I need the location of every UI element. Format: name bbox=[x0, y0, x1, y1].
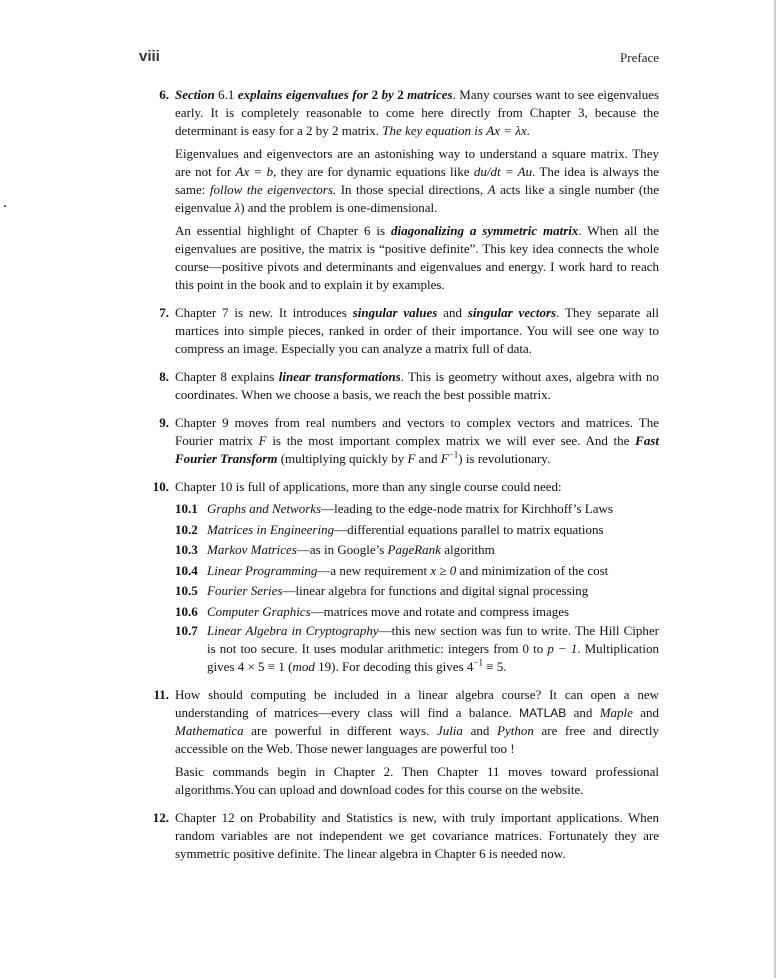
text-run: Mathematica bbox=[175, 723, 244, 738]
text-run: . The idea is always the same: bbox=[175, 164, 660, 197]
text-run: linear transformations bbox=[278, 369, 401, 384]
text-run: . bbox=[503, 659, 507, 674]
list-item-10 bbox=[139, 478, 659, 676]
text-run: In those special directions, bbox=[340, 182, 484, 197]
paragraph bbox=[175, 145, 659, 217]
sublist-item bbox=[175, 540, 659, 561]
math: 4 × 5 ≡ 1 bbox=[237, 659, 285, 674]
math: p − 1 bbox=[547, 641, 578, 656]
sublist-item bbox=[175, 520, 659, 541]
sublist-item bbox=[175, 561, 659, 582]
math: F bbox=[440, 451, 449, 466]
text-run: and bbox=[573, 705, 593, 720]
sub-title: Computer Graphics bbox=[207, 603, 311, 619]
sub-number: 10.2 bbox=[175, 521, 198, 537]
item-number: 11. bbox=[153, 687, 169, 702]
paragraph: Chapter 10 is full of applications, more than any single course could need: bbox=[175, 479, 562, 494]
text-run: and bbox=[470, 723, 490, 738]
text-run: —as in Google’s bbox=[296, 542, 385, 557]
math-superscript: −1 bbox=[448, 449, 459, 460]
sublist-item bbox=[175, 602, 659, 623]
text-run: Julia bbox=[436, 723, 463, 738]
math: Ax = λx bbox=[486, 123, 527, 138]
paragraph bbox=[175, 686, 659, 758]
sub-title: Markov Matrices bbox=[207, 542, 297, 557]
list-item-9 bbox=[139, 414, 659, 468]
sub-title: Graphs and Networks bbox=[207, 501, 322, 516]
list-item-12 bbox=[139, 809, 659, 863]
sublist-item bbox=[175, 499, 659, 520]
text-run: Fast Fourier Transform bbox=[175, 433, 659, 466]
sub-number: 10.4 bbox=[175, 562, 198, 578]
text-run: and bbox=[443, 305, 462, 320]
list-item-8 bbox=[139, 368, 659, 404]
text-run: diagonalizing a symmetric matrix bbox=[390, 223, 579, 238]
text-run: follow the eigenvectors. bbox=[209, 182, 337, 197]
text-run: are powerful in different ways. bbox=[251, 723, 430, 738]
text-run: . Many courses want to see eigenvalues early. It is completely reasonable to come here directly from Chapter 3, because the determinant is easy for a 2 by 2 matrix. bbox=[175, 87, 660, 138]
text-run: and bbox=[418, 451, 438, 466]
sublist-item bbox=[175, 581, 659, 602]
text-run: Maple bbox=[599, 705, 633, 720]
text-run: algorithm bbox=[444, 542, 495, 557]
sublist-item bbox=[175, 622, 659, 676]
text-run: Python bbox=[497, 723, 534, 738]
item-number: 9. bbox=[159, 415, 169, 430]
text-run: 2 bbox=[371, 87, 379, 102]
math: A bbox=[487, 182, 496, 197]
math: x ≥ 0 bbox=[430, 562, 457, 578]
page-edge-shadow bbox=[774, 0, 776, 978]
text-run: How should computing be included in a linear algebra course? It can open a new understanding of matrices—every class will find a balance. bbox=[175, 687, 659, 720]
text-run: The key equation is bbox=[382, 123, 483, 138]
text-run: . They separate all martices into simple pieces, ranked in order of their importance. You will see one way to compress an image. Especially you can analyze a matrix full of data. bbox=[175, 305, 660, 356]
text-run: Chapter 7 is new. It introduces bbox=[175, 305, 347, 320]
math: λ bbox=[234, 200, 241, 215]
sub-title: Linear Programming bbox=[207, 562, 318, 578]
text-run: , they are for dynamic equations like bbox=[273, 164, 470, 179]
item-number: 8. bbox=[159, 369, 169, 384]
text-run: ( bbox=[288, 659, 293, 674]
text-run: Section bbox=[175, 87, 215, 102]
text-run: 2 bbox=[397, 87, 404, 102]
text-run: An essential highlight of Chapter 6 is bbox=[175, 223, 386, 238]
math: F bbox=[407, 451, 416, 466]
text-run: is the most important complex matrix we will ever see. And the bbox=[272, 433, 630, 448]
paragraph: Basic commands begin in Chapter 2. Then Chapter 11 moves toward professional algorithms.You can upload and download codes for this course on the website. bbox=[175, 764, 659, 797]
text-run: matrices bbox=[407, 87, 453, 102]
text-run: PageRank bbox=[387, 542, 441, 557]
paragraph bbox=[175, 414, 659, 468]
sub-number: 10.3 bbox=[175, 542, 198, 557]
text-run: ) is revolutionary. bbox=[458, 451, 551, 466]
text-run: acts like a single number (the eigenvalue bbox=[175, 182, 660, 215]
sub-title: Matrices in Engineering bbox=[207, 521, 335, 537]
text-run: . bbox=[526, 123, 530, 138]
text-run: Eigenvalues and eigenvectors are an astonishing way to understand a square matrix. They are not for bbox=[175, 146, 659, 179]
item-number: 10. bbox=[152, 479, 169, 494]
text-run: Chapter 9 moves from real numbers and vectors to complex vectors and matrices. The Fourier matrix bbox=[175, 415, 659, 448]
text-run: . This is geometry without axes, algebra with no coordinates. When we choose a basis, we reach the best possible matrix. bbox=[175, 369, 659, 402]
paragraph: Chapter 12 on Probability and Statistics is new, with truly important applications. When random variables are not independent we get covariance matrices. Fortunately they are symmetric positive definite. The linear algebra in Chapter 6 is needed now. bbox=[175, 810, 659, 861]
text-run: and minimization of the cost bbox=[459, 562, 609, 578]
paragraph bbox=[175, 86, 659, 140]
math: 4 bbox=[466, 659, 474, 674]
item-number: 7. bbox=[159, 305, 169, 320]
text-run: —linear algebra for functions and digital signal processing bbox=[282, 583, 589, 598]
math: Ax = b bbox=[235, 164, 274, 179]
preface-list bbox=[139, 86, 659, 863]
item-number: 12. bbox=[152, 810, 169, 825]
sublist bbox=[175, 499, 659, 676]
math: du/dt = Au bbox=[473, 164, 533, 179]
text-run: singular vectors bbox=[467, 305, 557, 320]
text-run: 19). For decoding this gives bbox=[318, 659, 464, 674]
text-run: MATLAB bbox=[519, 706, 567, 720]
sub-number: 10.6 bbox=[175, 603, 198, 619]
sub-number: 10.7 bbox=[175, 623, 198, 638]
math-superscript: −1 bbox=[473, 657, 483, 668]
math: ≡ 5 bbox=[486, 659, 504, 674]
list-item-6 bbox=[139, 86, 659, 294]
text-run: . When all the eigenvalues are positive, the matrix is “positive definite”. This key idea connects the whole course—positive pivots and determinants and eigenvalues and energy. I work hard to reach this point in the book and to explain it by examples. bbox=[175, 223, 659, 292]
page-header bbox=[139, 48, 659, 70]
math: mod bbox=[292, 659, 315, 674]
text-run: —a new requirement bbox=[317, 562, 428, 578]
text-run: . Multiplication gives bbox=[207, 641, 659, 674]
text-run: 6.1 bbox=[218, 87, 235, 102]
paragraph bbox=[175, 222, 659, 294]
text-run: by bbox=[381, 87, 394, 102]
sub-number: 10.1 bbox=[175, 501, 198, 516]
sub-title: Linear Algebra in Cryptography bbox=[207, 623, 379, 638]
text-run: singular values bbox=[352, 305, 438, 320]
paragraph bbox=[175, 304, 659, 358]
sub-title: Fourier Series bbox=[207, 583, 283, 598]
text-run: —differential equations parallel to matrix equations bbox=[334, 521, 604, 537]
scan-speck bbox=[4, 205, 6, 207]
running-head: Preface bbox=[620, 50, 659, 65]
text-run: (multiplying quickly by bbox=[280, 451, 405, 466]
list-item-7 bbox=[139, 304, 659, 358]
list-item-11 bbox=[139, 686, 659, 799]
text-run: —this new section was fun to write. The Hill Cipher is not too secure. It uses modular arithmetic: integers from 0 to bbox=[207, 623, 660, 656]
paragraph bbox=[175, 368, 659, 404]
text-run: and bbox=[640, 705, 660, 720]
text-run: ) and the problem is one-dimensional. bbox=[240, 200, 438, 215]
text-run: —matrices move and rotate and compress images bbox=[310, 603, 570, 619]
page-number: viii bbox=[139, 48, 160, 65]
sub-number: 10.5 bbox=[175, 583, 198, 598]
text-run: explains eigenvalues for bbox=[237, 87, 369, 102]
text-run: —leading to the edge-node matrix for Kirchhoff’s Laws bbox=[321, 501, 613, 516]
text-run: are free and directly accessible on the Web. Those newer languages are powerful too ! bbox=[175, 723, 660, 756]
math: F bbox=[258, 433, 267, 448]
item-number: 6. bbox=[159, 87, 169, 102]
text-run: Chapter 8 explains bbox=[175, 369, 275, 384]
